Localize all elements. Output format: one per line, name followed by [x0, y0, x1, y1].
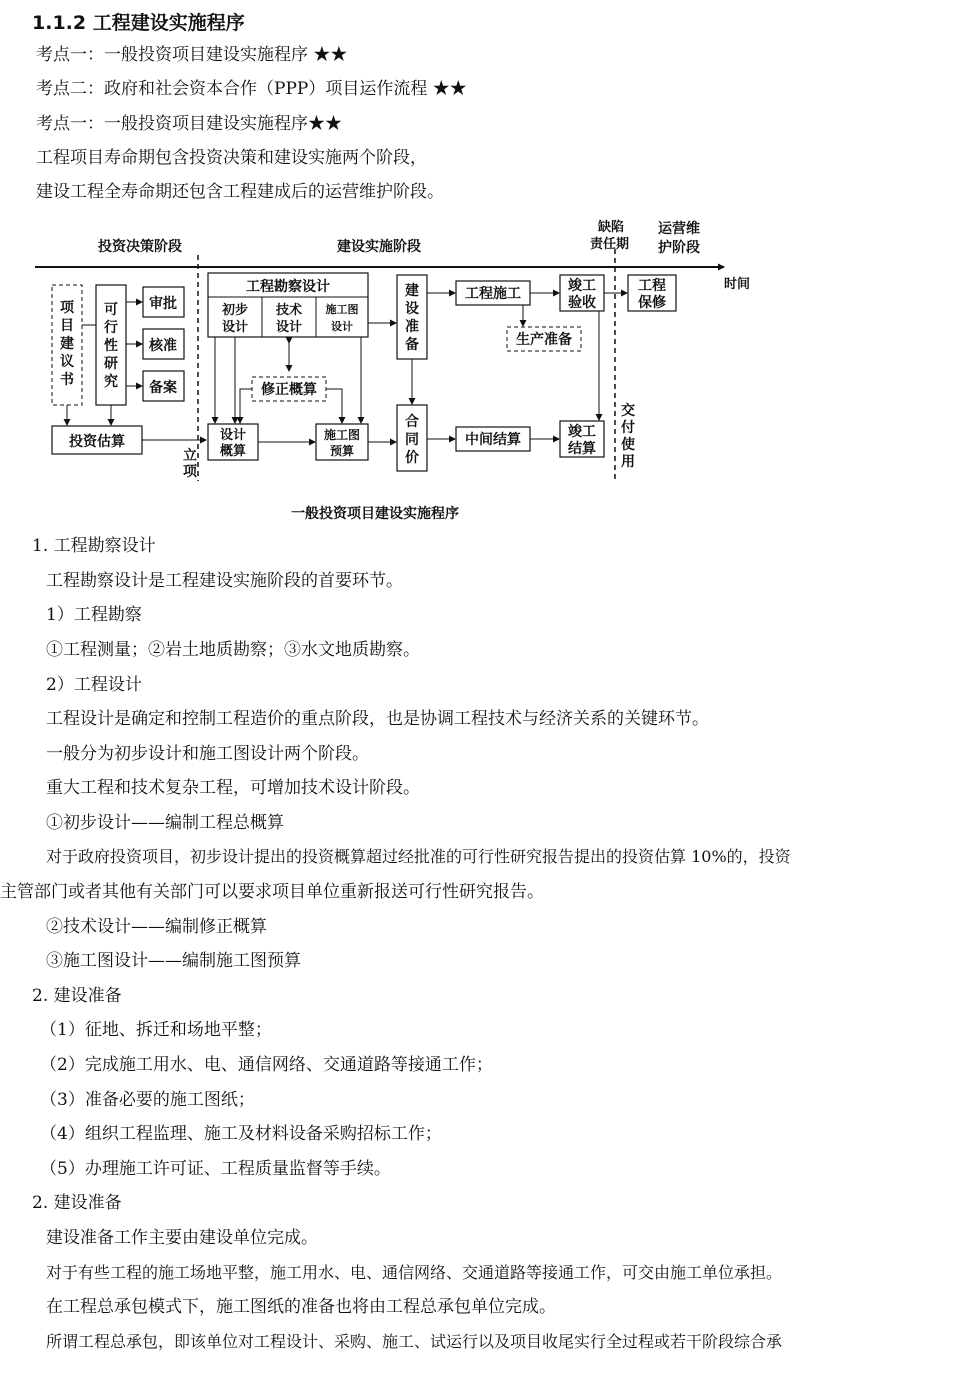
diagram-caption: 一般投资项目建设实施程序: [291, 506, 459, 522]
verify-label: 核准: [149, 338, 177, 354]
prelim-design-label-2: 设计: [221, 320, 249, 335]
interim-settlement-label: 中间结算: [465, 432, 521, 448]
body-line: 建设准备工作主要由建设单位完成。: [46, 1228, 318, 1248]
lixiang-char: 项: [183, 464, 197, 480]
body-line: 重大工程和技术复杂工程，可增加技术设计阶段。: [46, 778, 420, 798]
estimate-label: 投资估算: [69, 434, 125, 450]
revised-estimate-label: 修正概算: [261, 382, 317, 398]
delivery-char: 交: [621, 403, 635, 419]
key-point-3: 考点一：一般投资项目建设实施程序★★: [36, 114, 342, 134]
tech-design-label-1: 技术: [275, 303, 303, 318]
feasibility-char: 可: [104, 302, 118, 318]
body-line: 所谓工程总承包，即该单位对工程设计、采购、施工、试运行以及项目收尾实行全过程或若干阶段综合承: [46, 1332, 783, 1351]
design-estimate-label-1: 设计: [219, 428, 247, 443]
body-line: 主管部门或者其他有关部门可以要求项目单位重新报送可行性研究报告。: [0, 882, 544, 902]
acceptance-label-2: 验收: [568, 295, 596, 311]
contract-char: 价: [405, 450, 419, 466]
prep-char: 准: [405, 319, 419, 335]
arrow-revised-budget: [326, 389, 342, 423]
body-line: 对于政府投资项目，初步设计提出的投资概算超过经批准的可行性研究报告提出的投资估算 10%的，投资: [46, 847, 791, 866]
body-line: 2. 建设准备: [32, 986, 122, 1006]
stage-defect-label-1: 缺陷: [598, 220, 625, 235]
prep-char: 设: [405, 301, 419, 317]
body-line: ①初步设计——编制工程总概算: [46, 813, 284, 833]
record-label: 备案: [149, 380, 177, 396]
arrow-revised-estimate: [240, 389, 252, 423]
proposal-char: 议: [60, 354, 74, 370]
final-settlement-label-1: 竣工: [568, 424, 596, 440]
body-line: 对于有些工程的施工场地平整，施工用水、电、通信网络、交通道路等接通工作，可交由施工单位承担。: [46, 1263, 783, 1282]
contract-char: 合: [405, 414, 419, 430]
body-line: 2）工程设计: [46, 675, 142, 695]
approve-label: 审批: [149, 296, 177, 312]
key-point-2: 考点二：政府和社会资本合作（PPP）项目运作流程 ★★: [36, 79, 467, 99]
feasibility-char: 行: [104, 320, 118, 336]
construction-label: 工程施工: [465, 286, 521, 302]
intro-text-1: 工程项目寿命期包含投资决策和建设实施两个阶段，: [36, 148, 427, 168]
drawing-design-label-2: 设计: [331, 320, 353, 333]
stage-build-label: 建设实施阶段: [337, 239, 421, 255]
body-line: ①工程测量；②岩土地质勘察；③水文地质勘察。: [46, 640, 420, 660]
warranty-label-1: 工程: [638, 278, 666, 294]
key-point-1: 考点一：一般投资项目建设实施程序 ★★: [36, 45, 348, 65]
proposal-char: 目: [60, 318, 74, 334]
body-line: 在工程总承包模式下，施工图纸的准备也将由工程总承包单位完成。: [46, 1297, 556, 1317]
intro-text-2: 建设工程全寿命期还包含工程建成后的运营维护阶段。: [36, 182, 444, 202]
body-line: ③施工图设计——编制施工图预算: [46, 951, 301, 971]
contract-char: 同: [405, 432, 419, 448]
delivery-char: 付: [621, 420, 635, 436]
time-label: 时间: [724, 277, 751, 292]
body-line: （1）征地、拆迁和场地平整；: [40, 1020, 272, 1040]
stage-ops-label-1: 运营维: [658, 221, 700, 237]
process-diagram: [30, 213, 770, 525]
body-line: （5）办理施工许可证、工程质量监督等手续。: [40, 1159, 391, 1179]
body-line: （3）准备必要的施工图纸；: [40, 1090, 255, 1110]
drawing-design-label-1: 施工图: [325, 303, 359, 316]
body-line: 1）工程勘察: [46, 605, 142, 625]
design-estimate-label-2: 概算: [219, 444, 247, 459]
warranty-label-2: 保修: [638, 295, 666, 311]
body-line: （4）组织工程监理、施工及材料设备采购招标工作；: [40, 1124, 442, 1144]
proposal-char: 书: [60, 372, 74, 388]
drawing-budget-label-1: 施工图: [323, 428, 361, 442]
body-line: （2）完成施工用水、电、通信网络、交通道路等接通工作；: [40, 1055, 493, 1075]
survey-design-label: 工程勘察设计: [246, 279, 330, 295]
feasibility-char: 性: [104, 338, 118, 354]
drawing-budget-label-2: 预算: [329, 444, 355, 458]
body-line: ②技术设计——编制修正概算: [46, 917, 267, 937]
prep-char: 建: [405, 283, 419, 299]
lixiang-char: 立: [183, 448, 197, 464]
final-settlement-label-2: 结算: [568, 441, 596, 457]
body-line: 一般分为初步设计和施工图设计两个阶段。: [46, 744, 369, 764]
delivery-char: 用: [621, 454, 635, 470]
acceptance-label-1: 竣工: [568, 278, 596, 294]
prelim-design-label-1: 初步: [221, 303, 249, 318]
feasibility-char: 究: [104, 374, 118, 390]
body-line: 1. 工程勘察设计: [32, 536, 156, 556]
stage-invest-label: 投资决策阶段: [98, 239, 182, 255]
production-prep-label: 生产准备: [516, 332, 572, 348]
proposal-char: 建: [60, 336, 74, 352]
feasibility-char: 研: [104, 356, 118, 372]
stage-defect-label-2: 责任期: [590, 237, 630, 252]
section-heading: 1.1.2 工程建设实施程序: [32, 12, 245, 34]
tech-design-label-2: 设计: [275, 320, 303, 335]
body-line: 工程设计是确定和控制工程造价的重点阶段，也是协调工程技术与经济关系的关键环节。: [46, 709, 709, 729]
body-line: 工程勘察设计是工程建设实施阶段的首要环节。: [46, 571, 403, 591]
proposal-char: 项: [60, 300, 74, 316]
delivery-char: 使: [621, 437, 635, 453]
body-line: 2. 建设准备: [32, 1193, 122, 1213]
prep-char: 备: [405, 337, 419, 353]
stage-ops-label-2: 护阶段: [658, 240, 700, 256]
